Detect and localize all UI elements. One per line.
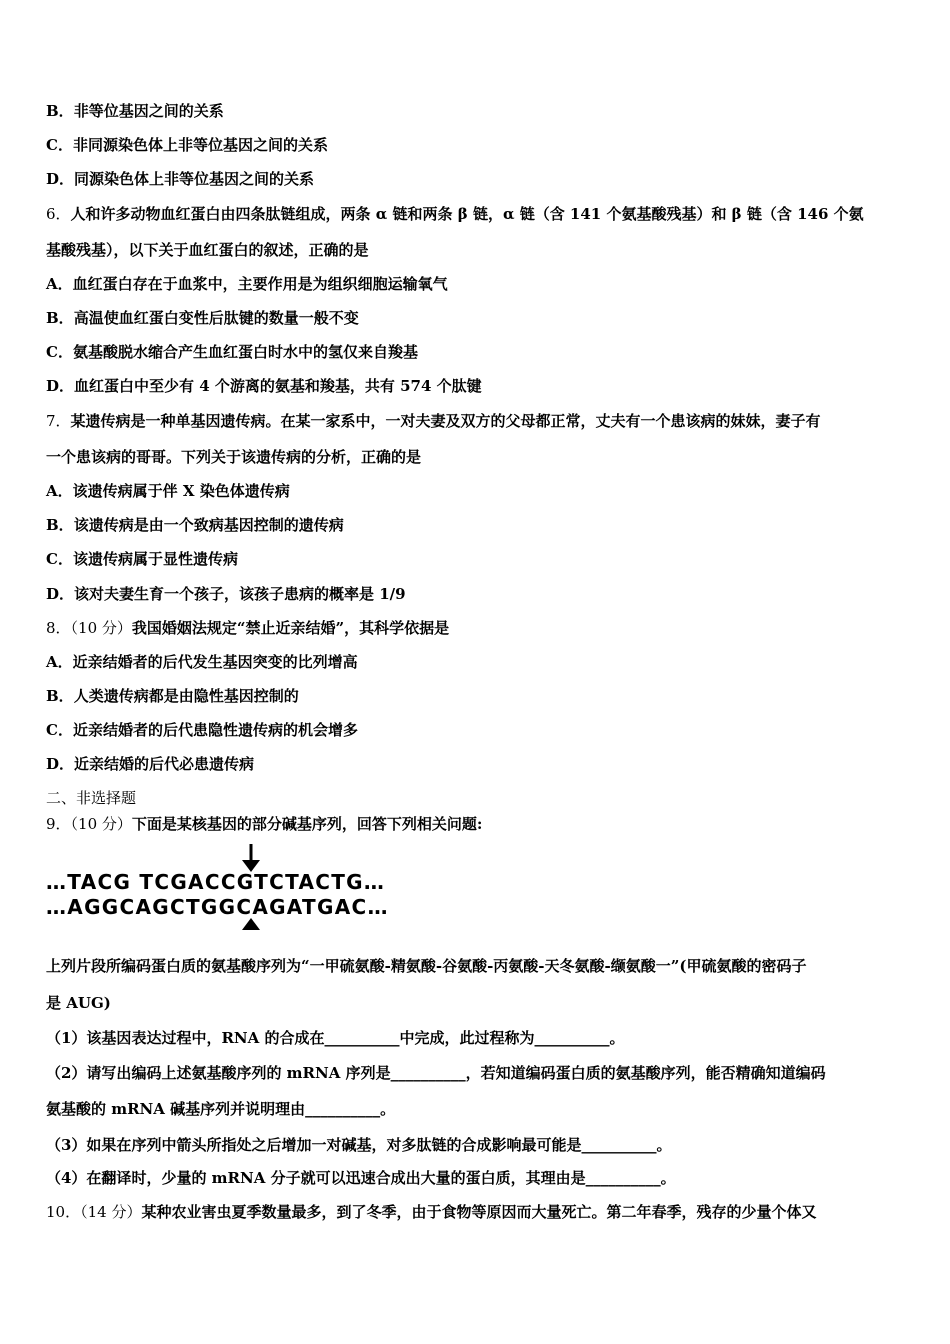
dna-strand-top: …TACG TCGACCGTCTACTG… <box>46 870 386 894</box>
q9-sub1: （1）该基因表达过程中，RNA 的合成在__________中完成，此过程称为__________。 <box>46 1029 625 1047</box>
q9-stem: 9．（10 分）下面是某核基因的部分碱基序列，回答下列相关问题: <box>46 815 483 833</box>
q7-option-a: A．该遗传病属于伴 X 染色体遗传病 <box>46 482 290 500</box>
q8-option-d: D．近亲结婚的后代必患遗传病 <box>46 755 255 773</box>
q5-option-b: B．非等位基因之间的关系 <box>46 102 224 120</box>
q7-option-d: D．该对夫妻生育一个孩子，该孩子患病的概率是 1/9 <box>46 585 406 603</box>
q7-stem-line2: 一个患该病的哥哥。下列关于该遗传病的分析，正确的是 <box>46 448 422 466</box>
arrow-up-icon <box>242 918 260 930</box>
q6-option-a: A．血红蛋白存在于血浆中，主要作用是为组织细胞运输氧气 <box>46 275 448 293</box>
q6-option-d: D．血红蛋白中至少有 4 个游离的氨基和羧基，共有 574 个肽键 <box>46 377 482 395</box>
q6-option-c: C．氨基酸脱水缩合产生血红蛋白时水中的氢仅来自羧基 <box>46 343 418 361</box>
q5-option-d: D．同源染色体上非等位基因之间的关系 <box>46 170 315 188</box>
q8-option-a: A．近亲结婚者的后代发生基因突变的比列增高 <box>46 653 358 671</box>
q9-sub2-line2: 氨基酸的 mRNA 碱基序列并说明理由__________。 <box>46 1100 396 1118</box>
q10-stem: 10．（14 分）某种农业害虫夏季数量最多，到了冬季，由于食物等原因而大量死亡。第二年春季，残存的少量个体又 <box>46 1203 817 1221</box>
arrow-down-icon <box>242 844 260 872</box>
q7-option-b: B．该遗传病是由一个致病基因控制的遗传病 <box>46 516 344 534</box>
q8-stem: 8．（10 分）我国婚姻法规定“禁止近亲结婚”，其科学依据是 <box>46 619 450 637</box>
q6-stem-line1: 6．人和许多动物血红蛋白由四条肽链组成，两条 α 链和两条 β 链，α 链（含 141 个氨基酸残基）和 β 链（含 146 个氨 <box>46 205 864 223</box>
q8-option-b: B．人类遗传病都是由隐性基因控制的 <box>46 687 299 705</box>
q6-option-b: B．高温使血红蛋白变性后肽键的数量一般不变 <box>46 309 359 327</box>
section-heading: 二、非选择题 <box>46 789 137 807</box>
q9-description-line2: 是 AUG) <box>46 994 111 1012</box>
q9-sub2-line1: （2）请写出编码上述氨基酸序列的 mRNA 序列是__________，若知道编码蛋白质的氨基酸序列，能否精确知道编码 <box>46 1064 826 1082</box>
q9-description-line1: 上列片段所编码蛋白质的氨基酸序列为“一甲硫氨酸-精氨酸-谷氨酸-丙氨酸-天冬氨酸-缬氨酸一”(甲硫氨酸的密码子 <box>46 957 807 975</box>
dna-strand-bottom: …AGGCAGCTGGCAGATGAC… <box>46 895 389 919</box>
q9-sub4: （4）在翻译时，少量的 mRNA 分子就可以迅速合成出大量的蛋白质，其理由是__________。 <box>46 1169 676 1187</box>
q5-option-c: C．非同源染色体上非等位基因之间的关系 <box>46 136 328 154</box>
q8-option-c: C．近亲结婚者的后代患隐性遗传病的机会增多 <box>46 721 358 739</box>
q9-sub3: （3）如果在序列中箭头所指处之后增加一对碱基，对多肽链的合成影响最可能是__________。 <box>46 1136 672 1154</box>
q7-stem-line1: 7．某遗传病是一种单基因遗传病。在某一家系中，一对夫妻及双方的父母都正常，丈夫有一个患该病的妹妹，妻子有 <box>46 412 821 430</box>
q6-stem-line2: 基酸残基），以下关于血红蛋白的叙述，正确的是 <box>46 241 369 259</box>
dna-sequence-figure <box>46 842 586 932</box>
q7-option-c: C．该遗传病属于显性遗传病 <box>46 550 238 568</box>
